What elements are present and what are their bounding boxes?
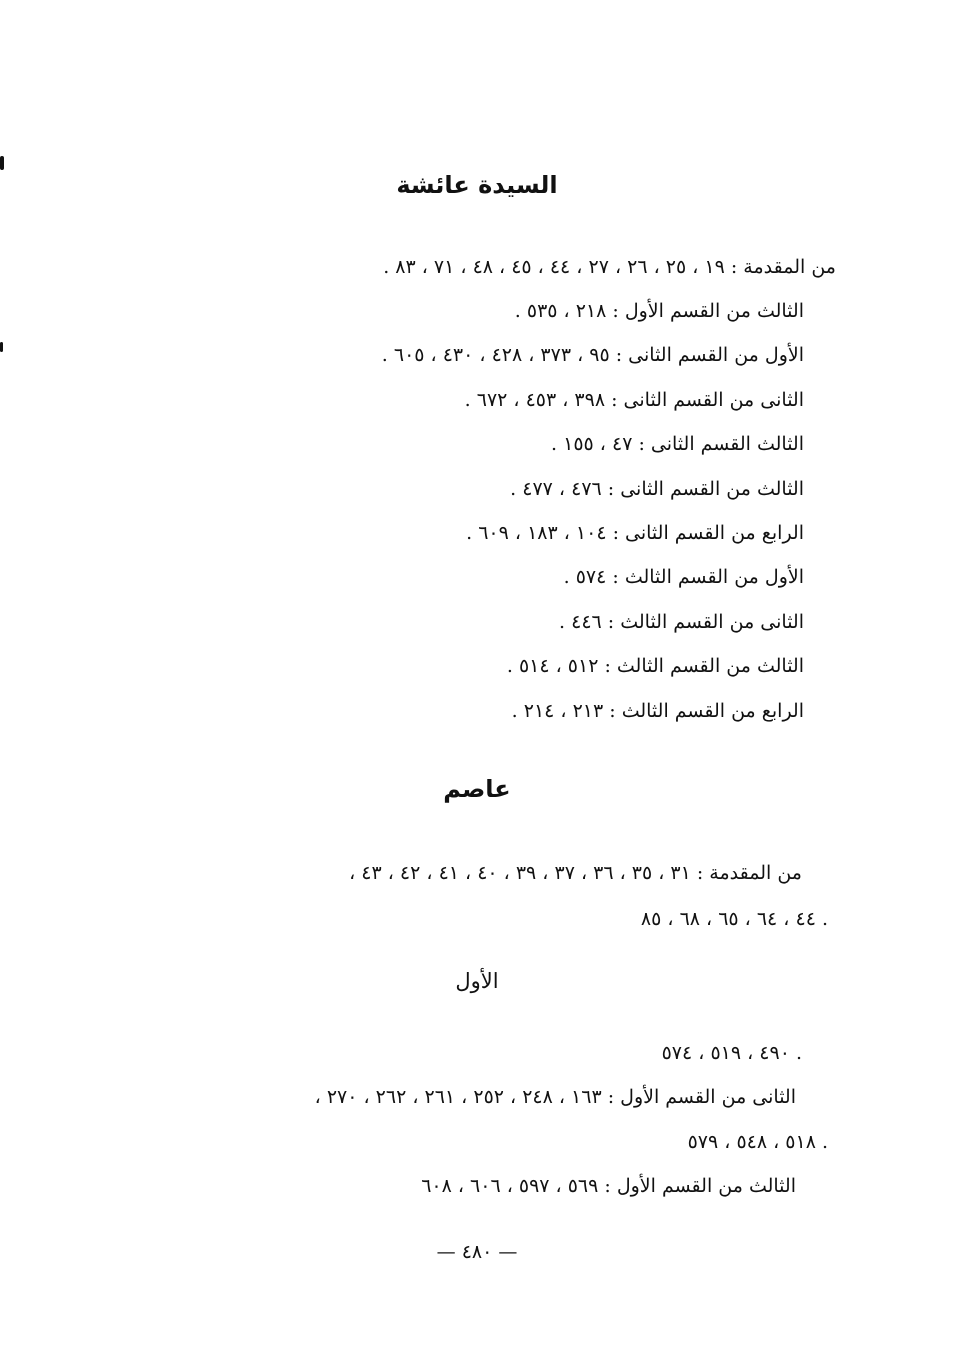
index-line-continuation: ٤٩٠ ، ٥١٩ ، ٥٧٤ . [661, 1042, 802, 1064]
index-line: الرابع من القسم الثالث : ٢١٣ ، ٢١٤ . [511, 700, 804, 722]
index-line: الأول من القسم الثالث : ٥٧٤ . [563, 566, 804, 588]
index-line: الثالث من القسم الثالث : ٥١٢ ، ٥١٤ . [506, 655, 804, 677]
index-line: من المقدمة : ٣١ ، ٣٥ ، ٣٦ ، ٣٧ ، ٣٩ ، ٤٠ ، ٤١ ، ٤٢ ، ٤٣ ، [349, 862, 802, 884]
index-line-continuation: ٥١٨ ، ٥٤٨ ، ٥٧٩ . [687, 1131, 828, 1153]
index-line: الأول من القسم الثانى : ٩٥ ، ٣٧٣ ، ٤٢٨ ، ٤٣٠ ، ٦٠٥ . [381, 344, 804, 366]
index-line-continuation: ٤٤ ، ٦٤ ، ٦٥ ، ٦٨ ، ٨٥ . [640, 908, 828, 930]
page-number: — ٤٨٠ — [436, 1241, 518, 1263]
index-line: الرابع من القسم الثانى : ١٠٤ ، ١٨٣ ، ٦٠٩ . [466, 522, 804, 544]
index-line: الثالث من القسم الثانى : ٤٧٦ ، ٤٧٧ . [510, 478, 804, 500]
index-line: الثانى من القسم الثالث : ٤٤٦ . [559, 611, 804, 633]
index-line: الثالث من القسم الأول : ٢١٨ ، ٥٣٥ . [514, 300, 804, 322]
index-line: من المقدمة : ١٩ ، ٢٥ ، ٢٦ ، ٢٧ ، ٤٤ ، ٤٥ ، ٤٨ ، ٧١ ، ٨٣ . [383, 256, 836, 278]
index-line: الثالث القسم الثانى : ٤٧ ، ١٥٥ . [551, 433, 804, 455]
section-heading-aisha: السيدة عائشة [396, 171, 558, 199]
subsection-heading-first: الأول [455, 969, 499, 993]
index-line: الثانى من القسم الأول : ١٦٣ ، ٢٤٨ ، ٢٥٢ ، ٢٦١ ، ٢٦٢ ، ٢٧٠ ، [314, 1086, 796, 1108]
section-heading-asim: عاصم [443, 775, 511, 803]
index-line: الثانى من القسم الثانى : ٣٩٨ ، ٤٥٣ ، ٦٧٢ . [464, 389, 804, 411]
index-line: الثالث من القسم الأول : ٥٦٩ ، ٥٩٧ ، ٦٠٦ ، ٦٠٨ [421, 1175, 796, 1197]
scan-edge-mark [0, 342, 3, 352]
